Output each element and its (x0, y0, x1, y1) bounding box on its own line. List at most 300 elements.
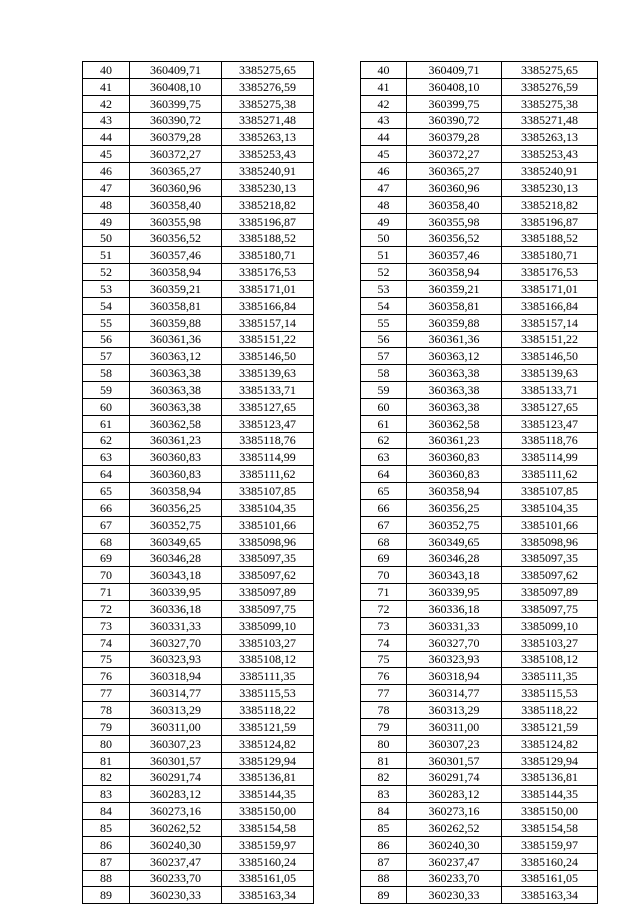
left-point-number-cell: 56 (83, 331, 130, 348)
table-row (83, 314, 598, 331)
left-y-coordinate-cell: 3385157,14 (222, 314, 314, 331)
right-x-coordinate-cell: 360313,29 (407, 702, 502, 719)
left-x-coordinate-cell: 360323,93 (130, 651, 222, 668)
left-y-coordinate-cell: 3385144,35 (222, 786, 314, 803)
left-x-coordinate-cell: 360352,75 (130, 516, 222, 533)
right-y-coordinate-cell: 3385271,48 (502, 112, 598, 129)
right-x-coordinate-cell: 360307,23 (407, 735, 502, 752)
left-x-coordinate-cell: 360409,71 (130, 62, 222, 79)
column-separator (314, 617, 361, 634)
right-point-number-cell: 76 (361, 668, 407, 685)
right-point-number-cell: 49 (361, 213, 407, 230)
column-separator (314, 718, 361, 735)
table-row (83, 499, 598, 516)
right-point-number-cell: 74 (361, 634, 407, 651)
right-y-coordinate-cell: 3385160,24 (502, 853, 598, 870)
right-point-number-cell: 87 (361, 853, 407, 870)
right-point-number-cell: 61 (361, 415, 407, 432)
right-y-coordinate-cell: 3385163,34 (502, 887, 598, 904)
right-x-coordinate-cell: 360343,18 (407, 567, 502, 584)
right-point-number-cell: 54 (361, 297, 407, 314)
left-point-number-cell: 81 (83, 752, 130, 769)
table-row (83, 634, 598, 651)
left-point-number-cell: 70 (83, 567, 130, 584)
right-point-number-cell: 75 (361, 651, 407, 668)
right-point-number-cell: 42 (361, 95, 407, 112)
table-row (83, 112, 598, 129)
column-separator (314, 466, 361, 483)
left-y-coordinate-cell: 3385101,66 (222, 516, 314, 533)
right-point-number-cell: 72 (361, 601, 407, 618)
right-point-number-cell: 65 (361, 483, 407, 500)
right-point-number-cell: 85 (361, 819, 407, 836)
right-y-coordinate-cell: 3385114,99 (502, 449, 598, 466)
left-point-number-cell: 44 (83, 129, 130, 146)
right-y-coordinate-cell: 3385118,76 (502, 432, 598, 449)
right-x-coordinate-cell: 360361,36 (407, 331, 502, 348)
left-point-number-cell: 71 (83, 584, 130, 601)
right-point-number-cell: 84 (361, 803, 407, 820)
left-x-coordinate-cell: 360359,21 (130, 280, 222, 297)
left-y-coordinate-cell: 3385108,12 (222, 651, 314, 668)
left-point-number-cell: 79 (83, 718, 130, 735)
right-y-coordinate-cell: 3385104,35 (502, 499, 598, 516)
right-x-coordinate-cell: 360311,00 (407, 718, 502, 735)
table-row (83, 179, 598, 196)
column-separator (314, 483, 361, 500)
right-point-number-cell: 64 (361, 466, 407, 483)
right-point-number-cell: 58 (361, 365, 407, 382)
left-y-coordinate-cell: 3385097,75 (222, 601, 314, 618)
left-x-coordinate-cell: 360311,00 (130, 718, 222, 735)
coordinate-table-body (83, 62, 598, 904)
right-x-coordinate-cell: 360358,94 (407, 483, 502, 500)
table-row (83, 230, 598, 247)
column-separator (314, 365, 361, 382)
right-point-number-cell: 46 (361, 163, 407, 180)
left-y-coordinate-cell: 3385154,58 (222, 819, 314, 836)
table-row (83, 365, 598, 382)
table-row (83, 617, 598, 634)
left-point-number-cell: 57 (83, 348, 130, 365)
left-x-coordinate-cell: 360358,40 (130, 196, 222, 213)
left-y-coordinate-cell: 3385160,24 (222, 853, 314, 870)
right-y-coordinate-cell: 3385276,59 (502, 78, 598, 95)
left-point-number-cell: 59 (83, 382, 130, 399)
table-row (83, 196, 598, 213)
right-point-number-cell: 88 (361, 870, 407, 887)
left-y-coordinate-cell: 3385150,00 (222, 803, 314, 820)
right-point-number-cell: 71 (361, 584, 407, 601)
left-x-coordinate-cell: 360358,81 (130, 297, 222, 314)
left-point-number-cell: 89 (83, 887, 130, 904)
right-y-coordinate-cell: 3385097,62 (502, 567, 598, 584)
left-point-number-cell: 62 (83, 432, 130, 449)
right-y-coordinate-cell: 3385103,27 (502, 634, 598, 651)
right-point-number-cell: 79 (361, 718, 407, 735)
left-x-coordinate-cell: 360363,38 (130, 365, 222, 382)
table-row (83, 516, 598, 533)
left-y-coordinate-cell: 3385176,53 (222, 264, 314, 281)
left-point-number-cell: 63 (83, 449, 130, 466)
left-y-coordinate-cell: 3385097,89 (222, 584, 314, 601)
right-x-coordinate-cell: 360363,38 (407, 382, 502, 399)
right-point-number-cell: 40 (361, 62, 407, 79)
left-x-coordinate-cell: 360360,96 (130, 179, 222, 196)
right-x-coordinate-cell: 360372,27 (407, 146, 502, 163)
table-row (83, 685, 598, 702)
right-x-coordinate-cell: 360408,10 (407, 78, 502, 95)
right-y-coordinate-cell: 3385253,43 (502, 146, 598, 163)
left-point-number-cell: 50 (83, 230, 130, 247)
table-row (83, 62, 598, 79)
left-point-number-cell: 43 (83, 112, 130, 129)
right-x-coordinate-cell: 360339,95 (407, 584, 502, 601)
table-row (83, 415, 598, 432)
right-x-coordinate-cell: 360301,57 (407, 752, 502, 769)
left-y-coordinate-cell: 3385171,01 (222, 280, 314, 297)
right-x-coordinate-cell: 360237,47 (407, 853, 502, 870)
table-row (83, 702, 598, 719)
left-x-coordinate-cell: 360365,27 (130, 163, 222, 180)
left-point-number-cell: 84 (83, 803, 130, 820)
right-y-coordinate-cell: 3385157,14 (502, 314, 598, 331)
right-x-coordinate-cell: 360346,28 (407, 550, 502, 567)
right-point-number-cell: 51 (361, 247, 407, 264)
left-y-coordinate-cell: 3385111,35 (222, 668, 314, 685)
column-separator (314, 314, 361, 331)
left-x-coordinate-cell: 360361,36 (130, 331, 222, 348)
right-y-coordinate-cell: 3385230,13 (502, 179, 598, 196)
left-point-number-cell: 87 (83, 853, 130, 870)
table-row (83, 769, 598, 786)
left-x-coordinate-cell: 360283,12 (130, 786, 222, 803)
left-x-coordinate-cell: 360362,58 (130, 415, 222, 432)
right-point-number-cell: 80 (361, 735, 407, 752)
column-separator (314, 836, 361, 853)
left-y-coordinate-cell: 3385123,47 (222, 415, 314, 432)
right-x-coordinate-cell: 360360,83 (407, 449, 502, 466)
table-row (83, 819, 598, 836)
column-separator (314, 887, 361, 904)
left-x-coordinate-cell: 360356,52 (130, 230, 222, 247)
table-row (83, 247, 598, 264)
column-separator (314, 146, 361, 163)
right-x-coordinate-cell: 360358,81 (407, 297, 502, 314)
left-y-coordinate-cell: 3385218,82 (222, 196, 314, 213)
right-x-coordinate-cell: 360356,52 (407, 230, 502, 247)
right-point-number-cell: 63 (361, 449, 407, 466)
table-row (83, 870, 598, 887)
column-separator (314, 331, 361, 348)
column-separator (314, 297, 361, 314)
right-y-coordinate-cell: 3385154,58 (502, 819, 598, 836)
left-point-number-cell: 86 (83, 836, 130, 853)
table-row (83, 786, 598, 803)
right-x-coordinate-cell: 360359,21 (407, 280, 502, 297)
column-separator (314, 499, 361, 516)
right-point-number-cell: 50 (361, 230, 407, 247)
left-point-number-cell: 66 (83, 499, 130, 516)
left-y-coordinate-cell: 3385263,13 (222, 129, 314, 146)
column-separator (314, 264, 361, 281)
right-x-coordinate-cell: 360409,71 (407, 62, 502, 79)
right-x-coordinate-cell: 360314,77 (407, 685, 502, 702)
left-y-coordinate-cell: 3385124,82 (222, 735, 314, 752)
table-row (83, 601, 598, 618)
right-x-coordinate-cell: 360327,70 (407, 634, 502, 651)
right-x-coordinate-cell: 360331,33 (407, 617, 502, 634)
right-x-coordinate-cell: 360240,30 (407, 836, 502, 853)
table-row (83, 398, 598, 415)
right-y-coordinate-cell: 3385108,12 (502, 651, 598, 668)
left-x-coordinate-cell: 360355,98 (130, 213, 222, 230)
right-y-coordinate-cell: 3385150,00 (502, 803, 598, 820)
right-y-coordinate-cell: 3385176,53 (502, 264, 598, 281)
left-x-coordinate-cell: 360240,30 (130, 836, 222, 853)
left-x-coordinate-cell: 360363,12 (130, 348, 222, 365)
right-x-coordinate-cell: 360318,94 (407, 668, 502, 685)
right-point-number-cell: 69 (361, 550, 407, 567)
left-point-number-cell: 85 (83, 819, 130, 836)
column-separator (314, 247, 361, 264)
right-point-number-cell: 89 (361, 887, 407, 904)
table-row (83, 803, 598, 820)
left-x-coordinate-cell: 360327,70 (130, 634, 222, 651)
table-row (83, 483, 598, 500)
left-y-coordinate-cell: 3385097,62 (222, 567, 314, 584)
right-y-coordinate-cell: 3385159,97 (502, 836, 598, 853)
column-separator (314, 78, 361, 95)
left-x-coordinate-cell: 360318,94 (130, 668, 222, 685)
right-y-coordinate-cell: 3385097,89 (502, 584, 598, 601)
left-point-number-cell: 65 (83, 483, 130, 500)
left-y-coordinate-cell: 3385099,10 (222, 617, 314, 634)
column-separator (314, 584, 361, 601)
column-separator (314, 870, 361, 887)
left-x-coordinate-cell: 360349,65 (130, 533, 222, 550)
left-x-coordinate-cell: 360291,74 (130, 769, 222, 786)
left-x-coordinate-cell: 360331,33 (130, 617, 222, 634)
right-y-coordinate-cell: 3385166,84 (502, 297, 598, 314)
right-point-number-cell: 52 (361, 264, 407, 281)
left-y-coordinate-cell: 3385253,43 (222, 146, 314, 163)
left-point-number-cell: 82 (83, 769, 130, 786)
left-y-coordinate-cell: 3385161,05 (222, 870, 314, 887)
column-separator (314, 702, 361, 719)
right-x-coordinate-cell: 360352,75 (407, 516, 502, 533)
left-point-number-cell: 40 (83, 62, 130, 79)
right-point-number-cell: 60 (361, 398, 407, 415)
left-point-number-cell: 51 (83, 247, 130, 264)
right-point-number-cell: 53 (361, 280, 407, 297)
column-separator (314, 634, 361, 651)
right-x-coordinate-cell: 360349,65 (407, 533, 502, 550)
left-x-coordinate-cell: 360360,83 (130, 466, 222, 483)
right-y-coordinate-cell: 3385196,87 (502, 213, 598, 230)
right-y-coordinate-cell: 3385133,71 (502, 382, 598, 399)
table-row (83, 432, 598, 449)
right-x-coordinate-cell: 360233,70 (407, 870, 502, 887)
left-x-coordinate-cell: 360233,70 (130, 870, 222, 887)
table-row (83, 567, 598, 584)
left-point-number-cell: 54 (83, 297, 130, 314)
left-y-coordinate-cell: 3385151,22 (222, 331, 314, 348)
column-separator (314, 786, 361, 803)
right-x-coordinate-cell: 360336,18 (407, 601, 502, 618)
table-row (83, 382, 598, 399)
right-x-coordinate-cell: 360230,33 (407, 887, 502, 904)
right-y-coordinate-cell: 3385218,82 (502, 196, 598, 213)
right-y-coordinate-cell: 3385107,85 (502, 483, 598, 500)
left-x-coordinate-cell: 360346,28 (130, 550, 222, 567)
left-x-coordinate-cell: 360262,52 (130, 819, 222, 836)
right-point-number-cell: 68 (361, 533, 407, 550)
left-point-number-cell: 45 (83, 146, 130, 163)
column-separator (314, 95, 361, 112)
left-x-coordinate-cell: 360356,25 (130, 499, 222, 516)
table-row (83, 146, 598, 163)
left-point-number-cell: 42 (83, 95, 130, 112)
table-row (83, 836, 598, 853)
right-point-number-cell: 57 (361, 348, 407, 365)
left-x-coordinate-cell: 360361,23 (130, 432, 222, 449)
left-y-coordinate-cell: 3385275,65 (222, 62, 314, 79)
right-point-number-cell: 82 (361, 769, 407, 786)
left-point-number-cell: 64 (83, 466, 130, 483)
table-row (83, 466, 598, 483)
left-y-coordinate-cell: 3385275,38 (222, 95, 314, 112)
left-y-coordinate-cell: 3385115,53 (222, 685, 314, 702)
right-point-number-cell: 47 (361, 179, 407, 196)
table-row (83, 213, 598, 230)
left-y-coordinate-cell: 3385127,65 (222, 398, 314, 415)
left-y-coordinate-cell: 3385139,63 (222, 365, 314, 382)
table-row (83, 718, 598, 735)
left-x-coordinate-cell: 360390,72 (130, 112, 222, 129)
left-x-coordinate-cell: 360336,18 (130, 601, 222, 618)
table-row (83, 331, 598, 348)
left-point-number-cell: 49 (83, 213, 130, 230)
right-y-coordinate-cell: 3385146,50 (502, 348, 598, 365)
right-y-coordinate-cell: 3385240,91 (502, 163, 598, 180)
left-point-number-cell: 78 (83, 702, 130, 719)
left-point-number-cell: 67 (83, 516, 130, 533)
right-point-number-cell: 48 (361, 196, 407, 213)
right-point-number-cell: 81 (361, 752, 407, 769)
right-y-coordinate-cell: 3385098,96 (502, 533, 598, 550)
right-y-coordinate-cell: 3385129,94 (502, 752, 598, 769)
column-separator (314, 685, 361, 702)
left-y-coordinate-cell: 3385188,52 (222, 230, 314, 247)
right-point-number-cell: 86 (361, 836, 407, 853)
table-row (83, 449, 598, 466)
left-y-coordinate-cell: 3385118,76 (222, 432, 314, 449)
table-row (83, 887, 598, 904)
right-point-number-cell: 59 (361, 382, 407, 399)
right-y-coordinate-cell: 3385139,63 (502, 365, 598, 382)
left-x-coordinate-cell: 360314,77 (130, 685, 222, 702)
left-point-number-cell: 73 (83, 617, 130, 634)
right-y-coordinate-cell: 3385111,35 (502, 668, 598, 685)
column-separator (314, 601, 361, 618)
right-y-coordinate-cell: 3385151,22 (502, 331, 598, 348)
left-y-coordinate-cell: 3385104,35 (222, 499, 314, 516)
right-y-coordinate-cell: 3385123,47 (502, 415, 598, 432)
right-x-coordinate-cell: 360291,74 (407, 769, 502, 786)
right-point-number-cell: 77 (361, 685, 407, 702)
column-separator (314, 735, 361, 752)
left-y-coordinate-cell: 3385133,71 (222, 382, 314, 399)
right-y-coordinate-cell: 3385161,05 (502, 870, 598, 887)
column-separator (314, 668, 361, 685)
left-point-number-cell: 80 (83, 735, 130, 752)
right-point-number-cell: 43 (361, 112, 407, 129)
left-x-coordinate-cell: 360363,38 (130, 382, 222, 399)
left-point-number-cell: 46 (83, 163, 130, 180)
right-x-coordinate-cell: 360262,52 (407, 819, 502, 836)
right-x-coordinate-cell: 360355,98 (407, 213, 502, 230)
left-y-coordinate-cell: 3385163,34 (222, 887, 314, 904)
column-separator (314, 432, 361, 449)
column-separator (314, 752, 361, 769)
left-y-coordinate-cell: 3385111,62 (222, 466, 314, 483)
right-point-number-cell: 62 (361, 432, 407, 449)
right-x-coordinate-cell: 360379,28 (407, 129, 502, 146)
right-x-coordinate-cell: 360359,88 (407, 314, 502, 331)
right-y-coordinate-cell: 3385097,75 (502, 601, 598, 618)
right-x-coordinate-cell: 360361,23 (407, 432, 502, 449)
column-separator (314, 280, 361, 297)
right-x-coordinate-cell: 360358,94 (407, 264, 502, 281)
left-x-coordinate-cell: 360399,75 (130, 95, 222, 112)
left-x-coordinate-cell: 360372,27 (130, 146, 222, 163)
left-x-coordinate-cell: 360358,94 (130, 483, 222, 500)
column-separator (314, 348, 361, 365)
left-point-number-cell: 41 (83, 78, 130, 95)
column-separator (314, 112, 361, 129)
left-x-coordinate-cell: 360307,23 (130, 735, 222, 752)
column-separator (314, 819, 361, 836)
left-point-number-cell: 72 (83, 601, 130, 618)
column-separator (314, 196, 361, 213)
column-separator (314, 230, 361, 247)
right-y-coordinate-cell: 3385188,52 (502, 230, 598, 247)
left-point-number-cell: 77 (83, 685, 130, 702)
right-x-coordinate-cell: 360358,40 (407, 196, 502, 213)
right-point-number-cell: 83 (361, 786, 407, 803)
table-row (83, 95, 598, 112)
column-separator (314, 567, 361, 584)
left-y-coordinate-cell: 3385136,81 (222, 769, 314, 786)
right-y-coordinate-cell: 3385136,81 (502, 769, 598, 786)
right-point-number-cell: 55 (361, 314, 407, 331)
right-y-coordinate-cell: 3385124,82 (502, 735, 598, 752)
table-row (83, 853, 598, 870)
left-y-coordinate-cell: 3385129,94 (222, 752, 314, 769)
left-y-coordinate-cell: 3385098,96 (222, 533, 314, 550)
table-row (83, 651, 598, 668)
coordinate-table (82, 61, 598, 904)
left-y-coordinate-cell: 3385240,91 (222, 163, 314, 180)
left-point-number-cell: 55 (83, 314, 130, 331)
left-point-number-cell: 61 (83, 415, 130, 432)
table-row (83, 78, 598, 95)
right-y-coordinate-cell: 3385263,13 (502, 129, 598, 146)
right-y-coordinate-cell: 3385121,59 (502, 718, 598, 735)
column-separator (314, 179, 361, 196)
left-point-number-cell: 75 (83, 651, 130, 668)
